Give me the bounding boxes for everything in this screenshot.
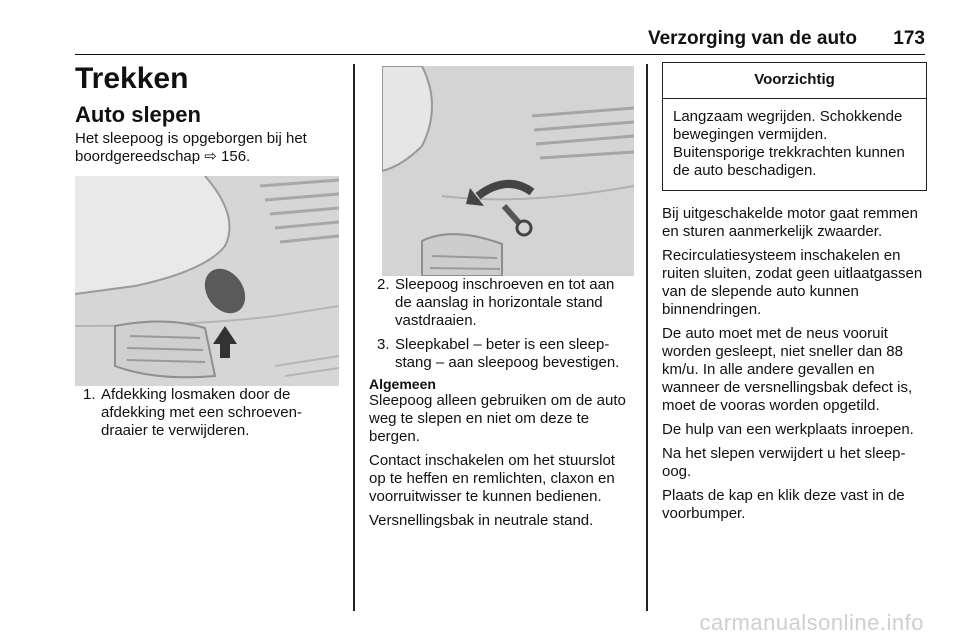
body-paragraph-1: Bij uitgeschakelde motor gaat remmen en sturen aanmerkelijk zwaarder.: [662, 205, 918, 240]
step-1-text: Afdekking losmaken door de afdekking met een schroevendraaier te verwijderen.: [101, 386, 302, 439]
body-paragraph-5: Na het slepen verwijdert u het sleepoog.: [662, 445, 906, 480]
step-1: [75, 386, 343, 440]
note-paragraph-1: Sleepoog alleen gebruiken om de auto weg te slepen en niet om deze te bergen.: [369, 392, 626, 445]
body-paragraph-2: Recirculatiesysteem inschakelen en ruiten sluiten, zodat geen uitlaatgassen van de slepende auto kunnen binnendringen.: [662, 247, 923, 318]
step-3: [369, 336, 634, 372]
body-paragraph-6: Plaats de kap en klik deze vast in de voorbumper.: [662, 487, 905, 522]
body-paragraph-4: De hulp van een werkplaats inroepen.: [662, 421, 914, 438]
header-title: Verzorging van de auto: [647, 28, 857, 49]
figure-tow-eye: [382, 66, 634, 276]
warning-box: [662, 62, 927, 191]
body-paragraph-3: De auto moet met de neus vooruit worden gesleept, niet sneller dan 88 km/u. In alle andere gevallen en wanneer de versnellingsbak defect is, moet de vooras worden opgetild.: [662, 325, 913, 414]
steps-list-2: [369, 276, 634, 372]
page-header: [75, 26, 925, 55]
note-paragraph-3: Versnellingsbak in neutrale stand.: [369, 512, 594, 529]
column-3: [662, 62, 927, 529]
page-number: 173: [893, 28, 925, 49]
column-divider-2: [646, 64, 648, 611]
watermark: carmanualsonline.info: [699, 610, 924, 635]
warning-text: Langzaam wegrijden. Schokkende bewegingen vermijden. Buitensporige trekkrachten kunnen de auto beschadigen.: [673, 108, 905, 179]
step-3-number: 3.: [377, 336, 390, 353]
step-2-text: Sleepoog inschroeven en tot aan de aanslag in horizontale stand vastdraaien.: [395, 276, 615, 329]
figure-bumper-cover: [75, 176, 339, 386]
note-heading: Algemeen: [369, 376, 436, 392]
steps-list-1: [75, 386, 343, 440]
intro-text: Het sleepoog is opgeborgen bij het boordgereedschap: [75, 130, 307, 165]
page-ref-link[interactable]: 156.: [221, 148, 251, 165]
section-title: Trekken: [75, 62, 189, 95]
page-ref-icon: ⇨: [204, 148, 217, 165]
subsection-title: Auto slepen: [75, 102, 201, 127]
column-2: [369, 62, 634, 536]
warning-title: Voorzichtig: [663, 63, 926, 99]
intro-paragraph: [75, 130, 343, 166]
column-1: [75, 62, 343, 446]
step-2: [369, 276, 634, 330]
step-2-number: 2.: [377, 276, 390, 293]
step-3-text: Sleepkabel – beter is een sleepstang – aan sleepoog bevestigen.: [395, 336, 620, 371]
column-divider-1: [353, 64, 355, 611]
step-1-number: 1.: [83, 386, 96, 403]
note-paragraph-2: Contact inschakelen om het stuurslot op te heffen en remlichten, claxon en voorruitwisser te kunnen bedienen.: [369, 452, 615, 505]
